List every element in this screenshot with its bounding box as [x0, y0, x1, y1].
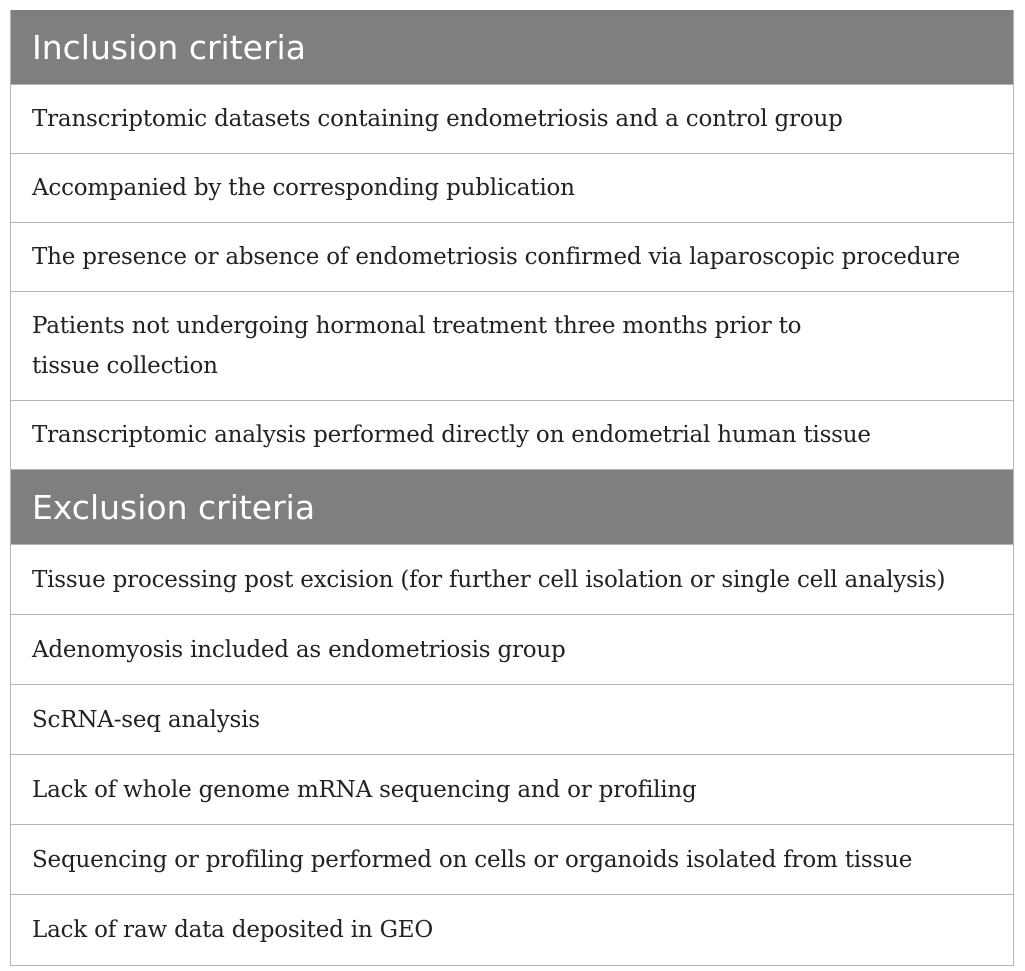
criterion-text: Tissue processing post excision (for further cell isolation or single cell analysis)	[32, 566, 946, 593]
criterion-text: Transcriptomic analysis performed directly on endometrial human tissue	[32, 422, 871, 448]
exclusion-criteria-row	[11, 895, 1013, 965]
criterion-text: Adenomyosis included as endometriosis group	[32, 636, 566, 663]
criterion-text: The presence or absence of endometriosis confirmed via laparoscopic procedure	[32, 244, 961, 270]
inclusion-criteria-row	[11, 154, 1013, 223]
exclusion-criteria-row	[11, 545, 1013, 615]
criterion-text-line-2: tissue collection	[32, 353, 218, 379]
inclusion-criteria-row	[11, 292, 1013, 401]
exclusion-criteria-row	[11, 825, 1013, 895]
criterion-text: Transcriptomic datasets containing endometriosis and a control group	[32, 106, 843, 132]
inclusion-criteria-row	[11, 401, 1013, 470]
criterion-text-wrapped	[32, 306, 801, 386]
exclusion-criteria-row	[11, 755, 1013, 825]
criterion-text: Lack of whole genome mRNA sequencing and or profiling	[32, 776, 697, 803]
inclusion-criteria-row	[11, 223, 1013, 292]
criterion-text: Lack of raw data deposited in GEO	[32, 917, 434, 943]
exclusion-criteria-row	[11, 615, 1013, 685]
criterion-text: Sequencing or profiling performed on cells or organoids isolated from tissue	[32, 846, 913, 873]
exclusion-criteria-row	[11, 685, 1013, 755]
inclusion-criteria-header: Inclusion criteria	[11, 10, 1013, 85]
criterion-text: ScRNA-seq analysis	[32, 706, 260, 733]
criterion-text-line-1: Patients not undergoing hormonal treatment three months prior to	[32, 313, 802, 339]
exclusion-criteria-header: Exclusion criteria	[11, 470, 1013, 545]
criteria-table	[10, 10, 1014, 966]
inclusion-criteria-row	[11, 85, 1013, 154]
criterion-text: Accompanied by the corresponding publication	[32, 175, 575, 201]
